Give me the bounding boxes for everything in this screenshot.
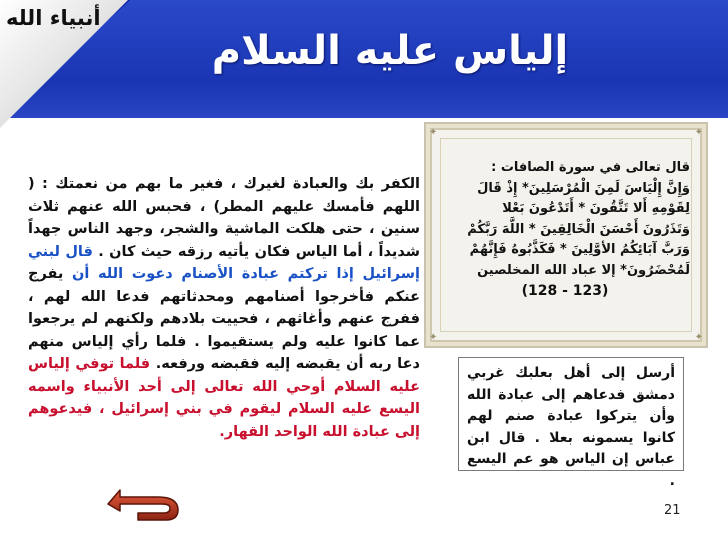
corner-ornament-icon: ✦ [429,127,438,138]
verse-intro: قال تعالى في سورة الصافات : [491,160,690,175]
main-text-red-1: فلما توفي إلياس عليه السلام أوحي الله تعالى إلى أحد الأنبياء واسمه اليسع عليه السلام ليقوم في بني إسرائيل ، فيدعوهم إلى عبادة الله الواحد القهار. [28,356,420,440]
verse-text [440,158,690,302]
verse-line: وَتَذَرُونَ أَحْسَنَ الْخَالِقِينَ * اللَّهَ رَبَّكُمْ [467,221,690,237]
main-text-block [28,173,420,443]
main-text-dark-2: يفرج عنكم فأخرجوا أصنامهم ومحدثاتهم فدعا الله لهم ، ففرج عنهم وأغاثهم ، فحييت بلادهم ولكنهم لم يرجعوا عما كانوا عليه ولم يستقيموا . فلما رأي إلياس منهم دعا ربه أن يقبضه إليه فقبضه ورفعه. [28,266,420,372]
corner-ornament-icon: ✦ [429,332,438,343]
corner-ornament-icon: ✦ [694,127,703,138]
corner-label: أنبياء الله [6,6,101,30]
verse-line: وَإِنَّ إِلْيَاسَ لَمِنَ الْمُرْسَلِينَ* إِذْ قَالَ [477,180,690,196]
info-box-text: أرسل إلى أهل بعلبك غربي دمشق فدعاهم إلى عبادة الله وأن يتركوا عبادة صنم لهم كانوا يسمونه بعلا . قال ابن عباس إن الياس هو عم اليسع . [467,365,675,489]
verse-line: لَمُحْضَرُونَ* إلا عباد الله المخلصين [477,262,690,278]
verse-reference: (123 - 128) [521,283,609,299]
verse-line: لِقَوْمِهِ أَلا تَتَّقُونَ * أَتَدْعُونَ بَعْلا [502,201,690,216]
main-text-dark-1: الكفر بك والعبادة لغيرك ، فغير ما بهم من نعمتك : ( اللهم فأمسك عليهم المطر) ، فحبس الله عنهم ثلاث سنين ، حتى هلكت الماشية والشجر، وجهد الناس جهداً شديداً ، أما الياس فكان يأتيه رزقه حيث كان . [28,176,420,260]
verse-line: وَرَبَّ آبَائِكُمُ الأوَّلِينَ * فَكَذَّبُوهُ فَإِنَّهُمْ [469,242,690,257]
main-text-blue-1: قال لبني إسرائيل إذا تركتم عبادة الأصنام دعوت الله أن [28,243,420,282]
info-box [458,357,684,489]
page-number: 21 [664,503,681,518]
slide-title: إلياس عليه السلام [211,28,569,74]
u-turn-arrow-svg [98,480,190,524]
corner-ornament-icon: ✦ [694,332,703,343]
u-turn-arrow-icon[interactable] [98,480,190,524]
